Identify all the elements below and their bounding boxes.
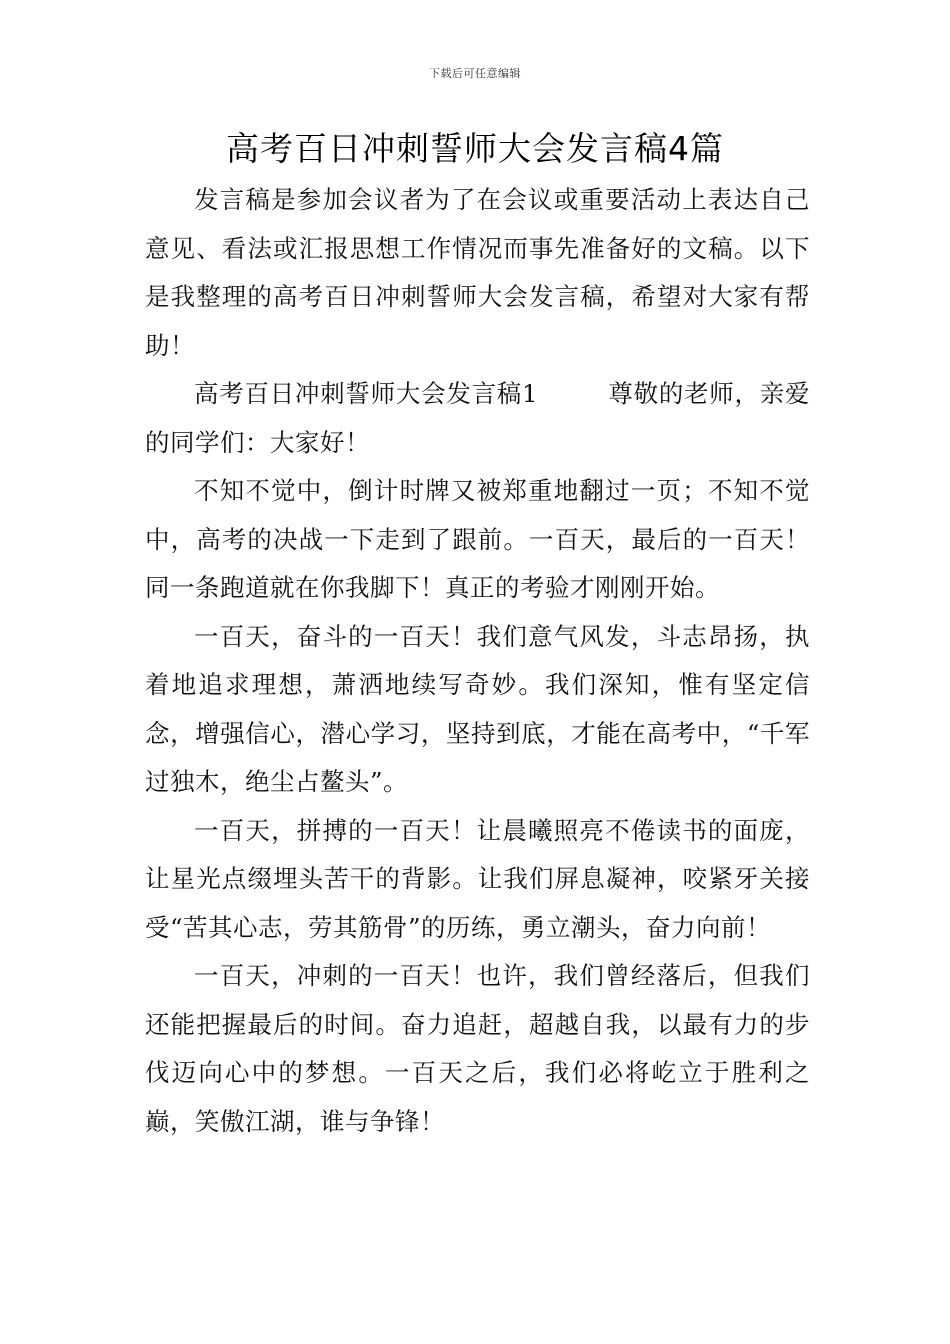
greeting: 尊敬的老师，亲爱的同学们：大家好！ (145, 379, 810, 457)
body-paragraph-3: 一百天，拼搏的一百天！让晨曦照亮不倦读书的面庞，让星光点缀埋头苦干的背影。让我们屏息凝神，咬紧牙关接受“苦其心志，劳其筋骨”的历练，勇立潮头，奋力向前！ (145, 815, 810, 942)
document-body (145, 176, 810, 1146)
document-title: 高考百日冲刺誓师大会发言稿4篇 (226, 129, 724, 168)
section-heading: 高考百日冲刺誓师大会发言稿1 (194, 379, 539, 408)
header-note: 下载后可任意编辑 (429, 67, 521, 80)
body-paragraph-2: 一百天，奋斗的一百天！我们意气风发，斗志昂扬，执着地追求理想，萧洒地续写奇妙。我们深知，惟有坚定信念，增强信心，潜心学习，坚持到底，才能在高考中，“千军过独木，绝尘占鳌头”。 (145, 621, 810, 796)
intro-paragraph: 发言稿是参加会议者为了在会议或重要活动上表达自己意见、看法或汇报思想工作情况而事先准备好的文稿。以下是我整理的高考百日冲刺誓师大会发言稿，希望对大家有帮助！ (145, 185, 810, 360)
section-heading-paragraph (145, 370, 810, 467)
body-paragraph-1: 不知不觉中，倒计时牌又被郑重地翻过一页；不知不觉中，高考的决战一下走到了跟前。一百天，最后的一百天！同一条跑道就在你我脚下！真正的考验才刚刚开始。 (145, 476, 810, 602)
body-paragraph-4: 一百天，冲刺的一百天！也许，我们曾经落后，但我们还能把握最后的时间。奋力追赶，超越自我，以最有力的步伐迈向心中的梦想。一百天之后，我们必将屹立于胜利之巅，笑傲江湖，谁与争锋！ (145, 961, 810, 1136)
